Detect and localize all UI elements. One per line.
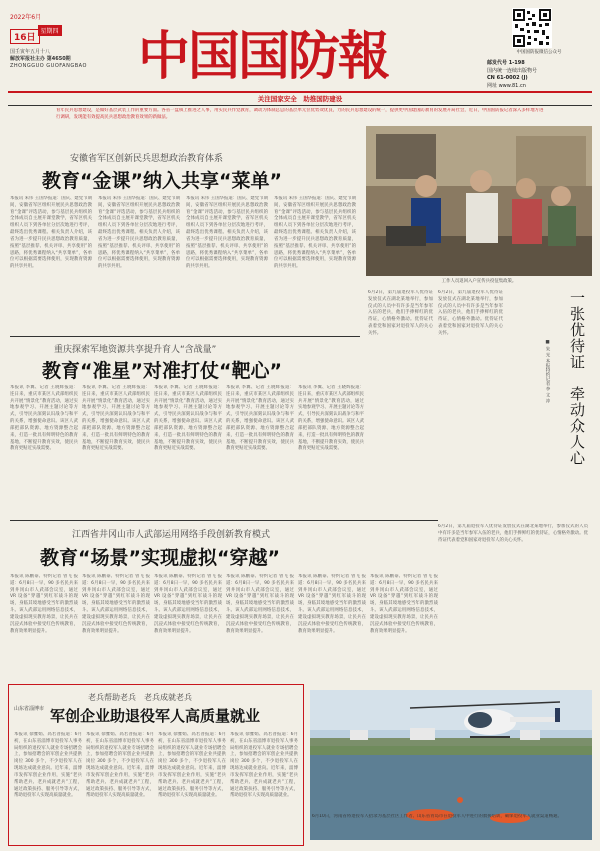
art3-col4: 本报讯 陈鹏泰、特约记者 曾飞 报道：6月8日一早，90 多名民兵来到井冈山市人武部会议室，通过 VR 设备“穿越”到红军战斗的现场，身临其境地感受当年的激烈战斗。该人武部运用网络信息技术，建设虚拟现实教育场景，让民兵在沉浸式体验中接受红色传统教育，教育效果明显提升。 (226, 574, 294, 634)
slogan-rule (8, 105, 592, 106)
masthead-rule (8, 91, 592, 93)
date-year-month: 2022年6月 (10, 14, 42, 21)
art3-col1: 本报讯 陈鹏泰、特约记者 曾飞 报道：6月8日一早，90 多名民兵来到井冈山市人武部会议室，通过 VR 设备“穿越”到红军战斗的现场，身临其境地感受当年的激烈战斗。该人武部运用网络信息技术，建设虚拟现实教育场景，让民兵在沉浸式体验中接受红色传统教育，教育效果明显提升。 (10, 574, 78, 634)
publication-codes (487, 60, 592, 90)
art3-col5: 本报讯 陈鹏泰、特约记者 曾飞 报道：6月8日一早，90 多名民兵来到井冈山市人武部会议室，通过 VR 设备“穿越”到红军战斗的现场，身临其境地感受当年的激烈战斗。该人武部运用网络信息技术，建设虚拟现实教育场景，让民兵在沉浸式体验中接受红色传统教育，教育效果明显提升。 (298, 574, 366, 634)
photo-visit (366, 126, 592, 276)
art4-kicker: 老兵帮助老兵 老兵成就老兵 (88, 693, 192, 702)
publisher: 解放军报社主办 (10, 55, 46, 62)
art4-col1: 本报讯 徐雅娟、高若普报道：6月初，在山东省淄博市退役军人事务局组织的退役军人就业专场招聘会上，参加招聘会的军创企业共提供岗位 300 多个，不少退役军人在现场达成就业意向。近年来，淄博市发挥军创企业作用，实施“老兵帮助老兵、老兵成就老兵”工程，通过政策扶持、服务引导等方式，帮助退役军人实现高质量就业。 (14, 732, 82, 799)
art2-headline: 教育“准星”对准打仗“靶心” (42, 360, 282, 382)
art3-col3: 本报讯 陈鹏泰、特约记者 曾飞 报道：6月8日一早，90 多名民兵来到井冈山市人武部会议室，通过 VR 设备“穿越”到红军战斗的现场，身临其境地感受当年的激烈战斗。该人武部运用网络信息技术，建设虚拟现实教育场景，让民兵在沉浸式体验中接受红色传统教育，教育效果明显提升。 (154, 574, 222, 634)
art2-col2: 本报讯 李翼、记者 王晓辉报道：连日来，重庆市某区人武部组织民兵开展“情景化”教育活动，通过实地参观学习、开展主题讨论等方式，引导民兵深刻认识战争与和平的关系，增强使命意识。该区人武部把部队资源、地方资源整合起来，打造一批具有鲜明特色的教育基地，不断提升教育实效，使民兵教育更贴近实战需要。 (82, 385, 150, 452)
side-headline: 一张优待证 牵动众人心 (568, 290, 586, 466)
date-day: 16日 (10, 29, 40, 44)
art1-col2: 本报讯 朱伟 王国华报道：国庆、建党节期间，安徽省军区组织开展民兵思想政治教育“金课”评选活动，参与基层民兵组织的全体成员自主展开课堂教学，省军区机关组织人员下到各单位分层次地进行考评，最终选出优秀课程。相关负责人介绍，该省为进一步提升民兵思想政治教育质量，按照“基层推荐、机关评审、共享使用”的思路，将优秀课程纳入“共享菜单”，各单位可以根据需要选择使用，实现教育资源的共享共用。 (98, 196, 180, 270)
photo-visit-caption: 工作人员返回入户宣传兵役征集政策。 (441, 279, 517, 284)
lunar-date: 国壬寅年五月十八 (10, 48, 51, 55)
art4-location: 山东省淄博市 (14, 706, 45, 712)
art4-col3: 本报讯 徐雅娟、高若普报道：6月初，在山东省淄博市退役军人事务局组织的退役军人就业专场招聘会上，参加招聘会的军创企业共提供岗位 300 多个，不少退役军人在现场达成就业意向。近年来，淄博市发挥军创企业作用，实施“老兵帮助老兵、老兵成就老兵”工程，通过政策扶持、服务引导等方式，帮助退役军人实现高质量就业。 (158, 732, 226, 799)
intro-paragraph: 育年民兵思想建设，是做好基层武装工作的重要方面。各省一盘棋上推进之人事，用实民兵作党教育，调动为体制总总的基层单元位优势效优良，力的民兵思想建设的统一，提供更中国建国防教育的发展开局社会，近日，中国国防报记者深入多样地方进行调研，发现能有效提高民兵思想政治教育效果的新做法。 (56, 108, 544, 120)
art2-col5: 本报讯 李翼、记者 王晓辉报道：连日来，重庆市某区人武部组织民兵开展“情景化”教育活动，通过实地参观学习、开展主题讨论等方式，引导民兵深刻认识战争与和平的关系，增强使命意识。该区人武部把部队资源、地方资源整合起来，打造一批具有鲜明特色的教育基地，不断提升教育实效，使民兵教育更贴近实战需要。 (298, 385, 364, 452)
art2-kicker: 重庆探索军地资源共享提升育人“含战量” (54, 345, 217, 355)
website: 网址 www.81.cn (487, 82, 526, 89)
side-col1: 6月2日，第九届退役军人优待证发放仪式在湖北某地举行，参加仪式的人员中有许多是当年参军入伍的老兵，他们手捧鲜红的优待证，心情格外激动。优待证代表着党和国家对退役军人的关心关怀。 (368, 290, 433, 336)
side-col3: 6月2日，第九届退役军人优待证发放仪式在湖北某地举行，参加仪式的人员中有许多是当年参军入伍的老兵，他们手捧鲜红的优待证，心情格外激动。优待证代表着党和国家对退役军人的关心关怀。 (438, 524, 588, 543)
side-byline: ■ 朱 光 本报特约记者 李 文 冲 (545, 340, 550, 404)
art1-col1: 本报讯 朱伟 王国华报道：国庆、建党节期间，安徽省军区组织开展民兵思想政治教育“金课”评选活动，参与基层民兵组织的全体成员自主展开课堂教学，省军区机关组织人员下到各单位分层次地进行考评，最终选出优秀课程。相关负责人介绍，该省为进一步提升民兵思想政治教育质量，按照“基层推荐、机关评审、共享使用”的思路，将优秀课程纳入“共享菜单”，各单位可以根据需要选择使用，实现教育资源的共享共用。 (10, 196, 92, 270)
date-block (10, 14, 110, 70)
issue-number: 第4650期 (46, 55, 71, 62)
weekday-badge: 星期四 (38, 25, 62, 36)
art4-col2: 本报讯 徐雅娟、高若普报道：6月初，在山东省淄博市退役军人事务局组织的退役军人就业专场招聘会上，参加招聘会的军创企业共提供岗位 300 多个，不少退役军人在现场达成就业意向。近年来，淄博市发挥军创企业作用，实施“老兵帮助老兵、老兵成就老兵”工程，通过政策扶持、服务引导等方式，帮助退役军人实现高质量就业。 (86, 732, 154, 799)
art3-col2: 本报讯 陈鹏泰、特约记者 曾飞 报道：6月8日一早，90 多名民兵来到井冈山市人武部会议室，通过 VR 设备“穿越”到红军战斗的现场，身临其境地感受当年的激烈战斗。该人武部运用网络信息技术，建设虚拟现实教育场景，让民兵在沉浸式体验中接受红色传统教育，教育效果明显提升。 (82, 574, 150, 634)
art4-col4: 本报讯 徐雅娟、高若普报道：6月初，在山东省淄博市退役军人事务局组织的退役军人就业专场招聘会上，参加招聘会的军创企业共提供岗位 300 多个，不少退役军人在现场达成就业意向。近年来，淄博市发挥军创企业作用，实施“老兵帮助老兵、老兵成就老兵”工程，通过政策扶持、服务引导等方式，帮助退役军人实现高质量就业。 (230, 732, 298, 799)
slogan: 关注国家安全 助推国防建设 (257, 95, 343, 103)
pinyin-title: ZHONGGUO GUOFANGBAO (10, 63, 87, 70)
art3-kicker: 江西省井冈山市人武部运用网络手段创新教育模式 (72, 530, 271, 540)
photo-helicopter-caption: 6月10日，河南省将退役军人招录为基层社区工作者、山东省青岛市在退役军人中进行的救援培训，确保退役军人就业渠道畅通。 (312, 814, 562, 819)
cn-code-label: 国内统一连续出版物号 (487, 67, 538, 74)
rule-art3 (10, 520, 438, 521)
art1-kicker: 安徽省军区创新民兵思想政治教育体系 (70, 154, 224, 164)
cn-number: CN 61-0002 (J) (487, 75, 528, 81)
newspaper-title: 中国国防報 (138, 26, 389, 87)
art1-col4: 本报讯 朱伟 王国华报道：国庆、建党节期间，安徽省军区组织开展民兵思想政治教育“金课”评选活动，参与基层民兵组织的全体成员自主展开课堂教学，省军区机关组织人员下到各单位分层次地进行考评，最终选出优秀课程。相关负责人介绍，该省为进一步提升民兵思想政治教育质量，按照“基层推荐、机关评审、共享使用”的思路，将优秀课程纳入“共享菜单”，各单位可以根据需要选择使用，实现教育资源的共享共用。 (274, 196, 356, 270)
art2-col1: 本报讯 李翼、记者 王晓辉报道：连日来，重庆市某区人武部组织民兵开展“情景化”教育活动，通过实地参观学习、开展主题讨论等方式，引导民兵深刻认识战争与和平的关系，增强使命意识。该区人武部把部队资源、地方资源整合起来，打造一批具有鲜明特色的教育基地，不断提升教育实效，使民兵教育更贴近实战需要。 (10, 385, 78, 452)
art1-col3: 本报讯 朱伟 王国华报道：国庆、建党节期间，安徽省军区组织开展民兵思想政治教育“金课”评选活动，参与基层民兵组织的全体成员自主展开课堂教学，省军区机关组织人员下到各单位分层次地进行考评，最终选出优秀课程。相关负责人介绍，该省为进一步提升民兵思想政治教育质量，按照“基层推荐、机关评审、共享使用”的思路，将优秀课程纳入“共享菜单”，各单位可以根据需要选择使用，实现教育资源的共享共用。 (186, 196, 268, 270)
art2-col3: 本报讯 李翼、记者 王晓辉报道：连日来，重庆市某区人武部组织民兵开展“情景化”教育活动，通过实地参观学习、开展主题讨论等方式，引导民兵深刻认识战争与和平的关系，增强使命意识。该区人武部把部队资源、地方资源整合起来，打造一批具有鲜明特色的教育基地，不断提升教育实效，使民兵教育更贴近实战需要。 (154, 385, 222, 452)
art2-col4: 本报讯 李翼、记者 王晓辉报道：连日来，重庆市某区人武部组织民兵开展“情景化”教育活动，通过实地参观学习、开展主题讨论等方式，引导民兵深刻认识战争与和平的关系，增强使命意识。该区人武部把部队资源、地方资源整合起来，打造一批具有鲜明特色的教育基地，不断提升教育实效，使民兵教育更贴近实战需要。 (226, 385, 294, 452)
qr-code-icon (512, 8, 552, 48)
publisher-line (10, 56, 110, 63)
side-col2: 6月2日，第九届退役军人优待证发放仪式在湖北某地举行，参加仪式的人员中有许多是当年参军入伍的老兵，他们手捧鲜红的优待证，心情格外激动。优待证代表着党和国家对退役军人的关心关怀。 (438, 290, 503, 336)
rule-art2 (10, 336, 360, 337)
art4-headline: 军创企业助退役军人高质量就业 (50, 707, 261, 725)
art3-col6: 本报讯 陈鹏泰、特约记者 曾飞 报道：6月8日一早，90 多名民兵来到井冈山市人武部会议室，通过 VR 设备“穿越”到红军战斗的现场，身临其境地感受当年的激烈战斗。该人武部运用网络信息技术，建设虚拟现实教育场景，让民兵在沉浸式体验中接受红色传统教育，教育效果明显提升。 (370, 574, 438, 634)
qr-caption: 中国国防报微信公众号 (516, 50, 562, 55)
art3-headline: 教育“场景”实现虚拟“穿越” (40, 547, 280, 569)
post-code: 邮发代号 1-198 (487, 60, 525, 66)
art1-headline: 教育“金课”纳入共享“菜单” (42, 170, 282, 192)
